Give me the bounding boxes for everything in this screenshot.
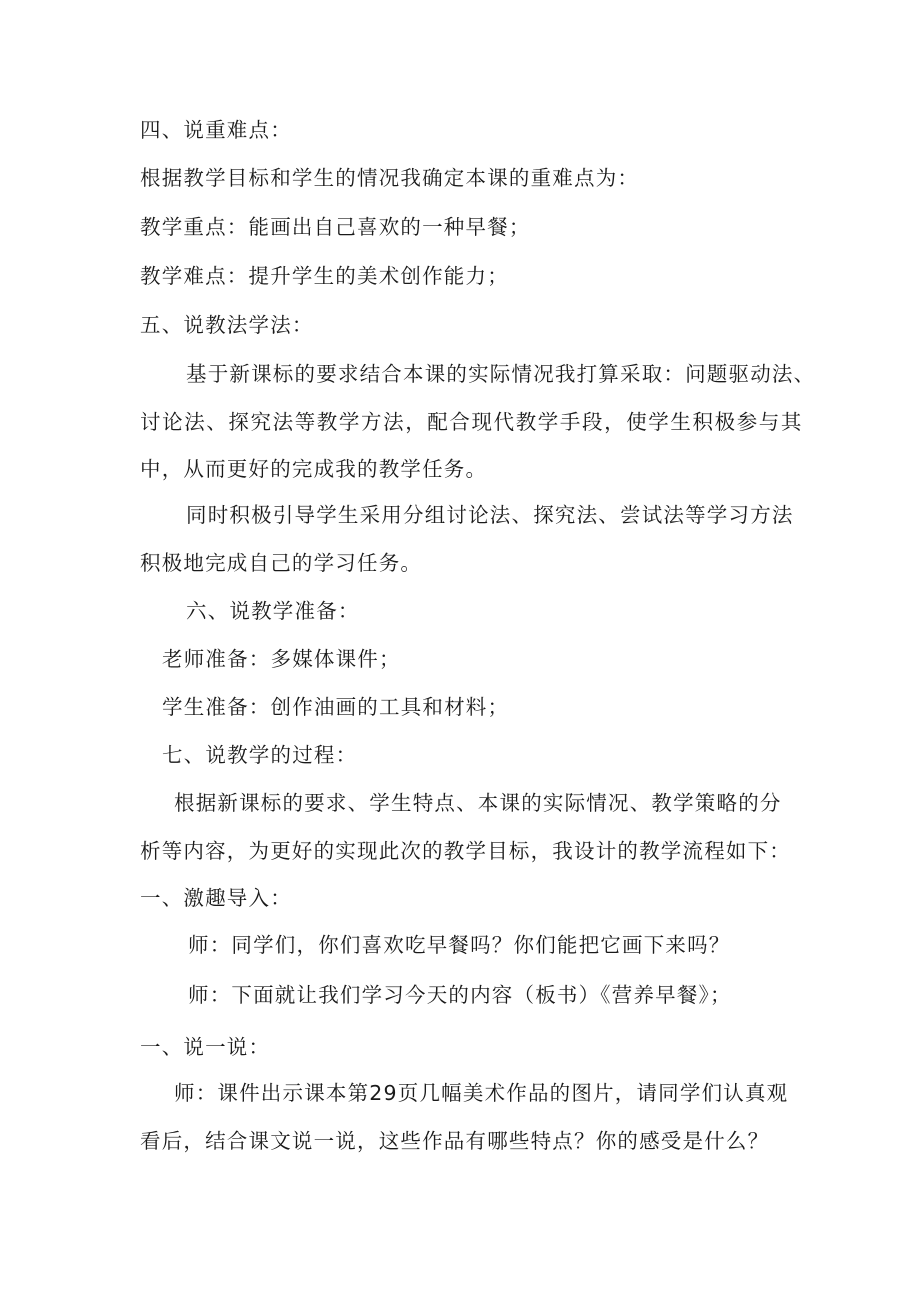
paragraph-line: 基于新课标的要求结合本课的实际情况我打算采取：问题驱动法、 [186,362,816,386]
paragraph-line: 根据教学目标和学生的情况我确定本课的重难点为： [140,166,640,190]
paragraph-line: 根据新课标的要求、学生特点、本课的实际情况、教学策略的分 [174,791,782,815]
section-heading-6: 六、说教学准备： [186,599,360,623]
paragraph-line: 中，从而更好的完成我的教学任务。 [140,457,488,481]
dialogue-line: 看后，结合课文说一说，这些作品有哪些特点？你的感受是什么？ [140,1129,770,1153]
paragraph-line: 积极地完成自己的学习任务。 [140,551,423,575]
paragraph-line: 学生准备：创作油画的工具和材料； [162,695,510,719]
paragraph-line: 同时积极引导学生采用分组讨论法、探究法、尝试法等学习方法 [186,503,794,527]
section-heading-7: 七、说教学的过程： [162,743,358,767]
section-heading-5: 五、说教法学法： [140,313,314,337]
dialogue-line: 师：课件出示课本第29页几幅美术作品的图片，请同学们认真观 [174,1081,789,1105]
subsection-heading: 一、说一说： [140,1035,271,1059]
paragraph-line: 教学难点：提升学生的美术创作能力； [140,264,509,288]
paragraph-line: 教学重点：能画出自己喜欢的一种早餐； [140,215,531,239]
paragraph-line: 讨论法、探究法等教学方法，配合现代教学手段，使学生积极参与其 [140,410,803,434]
paragraph-line: 老师准备：多媒体课件； [162,647,401,671]
dialogue-line: 师：下面就让我们学习今天的内容（板书）《营养早餐》； [188,983,732,1007]
section-heading-4: 四、说重难点： [140,118,292,142]
paragraph-line: 析等内容，为更好的实现此次的教学目标，我设计的教学流程如下： [140,839,791,863]
dialogue-line: 师：同学们，你们喜欢吃早餐吗？你们能把它画下来吗？ [188,933,731,957]
subsection-heading: 一、激趣导入： [140,886,292,910]
